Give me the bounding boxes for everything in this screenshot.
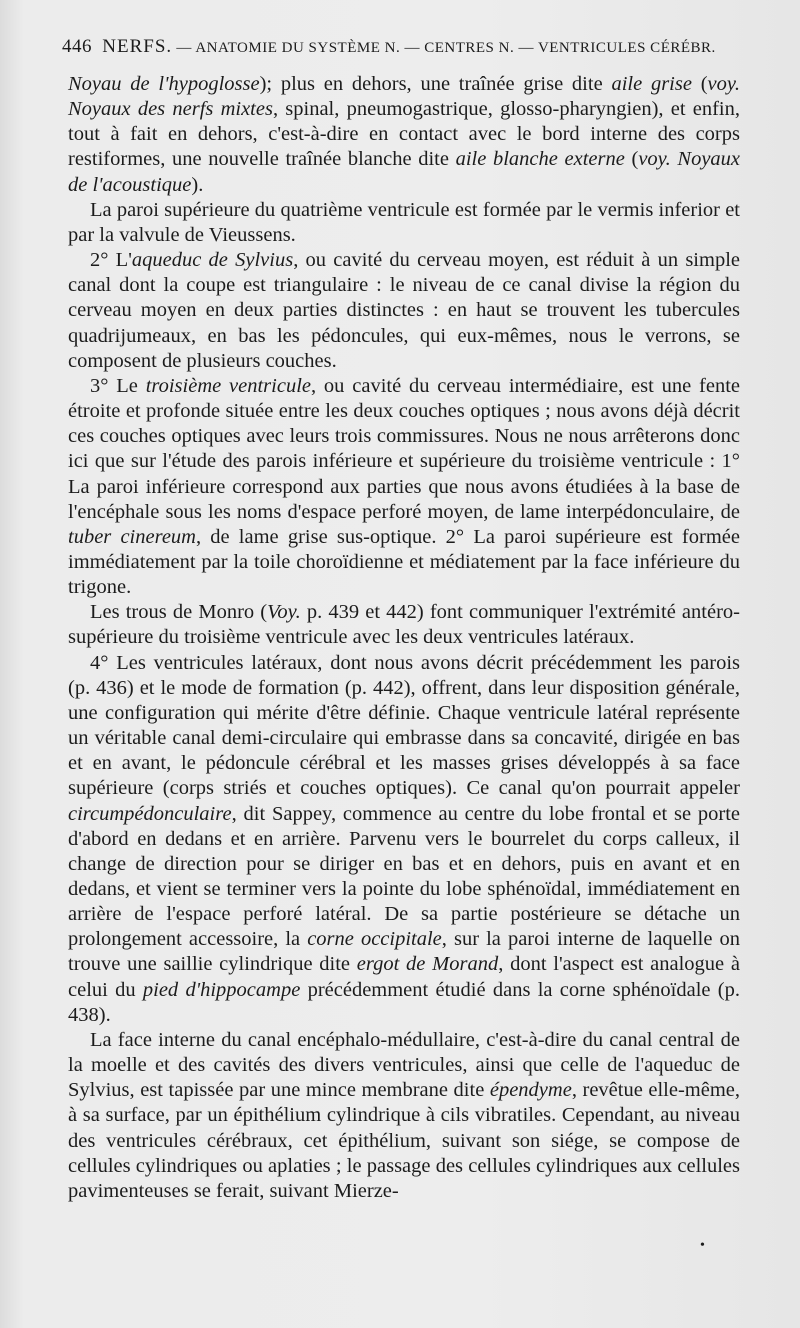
- paragraph-7: [68, 1028, 740, 1204]
- text-run: (: [624, 148, 639, 171]
- text-run: ).: [191, 173, 204, 196]
- paragraph-4: [68, 374, 740, 600]
- text-run: , ou cavité du cerveau moyen, est réduit à un simple canal dont la coupe est triangulaire : le niveau de ce canal divise la région du cerveau moyen en deux parties distinctes : en haut se trouvent les tubercules quadrijumeaux, en bas les pédoncules, qui eux-mêmes, nous le verrons, se composent de plusieurs couches.: [68, 249, 740, 372]
- italic-term: épendyme: [489, 1079, 572, 1102]
- text-run: 4° Les ventricules latéraux, dont nous avons décrit précédemment les parois (p. 436) et le mode de formation (p. 442), offrent, dans leur disposition générale, une configuration qui mérite d'être définie. Chaque ventricule latéral représente un véritable canal demi-circulaire qui embrasse dans sa concavité, dirigée en bas et en avant, le pédoncule cérébral et les masses grises développés à sa face supérieure (corps striés et couches optiques). Ce canal qu'on pourrait appeler: [68, 651, 740, 800]
- text-run: 2° L': [90, 249, 132, 272]
- italic-term: ergot de Morand: [356, 953, 499, 976]
- paragraph-2: La paroi supérieure du quatrième ventricule est formée par le vermis inferior et par la valvule de Vieussens.: [68, 198, 740, 246]
- italic-term: corne occipitale: [307, 928, 442, 951]
- text-run: , dit Sappey, commence au centre du lobe frontal et se porte d'abord en dedans et en arrière. Parvenu vers le bourrelet du corps calleux, il change de direction pour se diriger en bas et en dehors, puis en avant et en dedans, et vient se terminer vers la pointe du lobe sphénoïdal, immédiatement en arrière de l'espace perforé latéral. De sa partie postérieure se détache un prolongement accessoire, la: [68, 802, 740, 951]
- italic-term: Noyau de l'hypoglosse: [68, 73, 260, 95]
- text-run: , ou cavité du cerveau intermédiaire, est une fente étroite et profonde située entre les deux couches optiques ; nous avons déjà décrit ces couches optiques avec leurs trois commissures. Nous ne nous arrêterons donc ici que sur l'étude des parois inférieure et supérieure du troisième ventricule : 1° La paroi inférieure correspond aux parties que nous avons étudiées à la base de l'encéphale sous les noms d'espace perforé moyen, de lame interpédonculaire, de: [68, 374, 740, 523]
- italic-term: troisième ventricule: [145, 374, 311, 397]
- paragraph-1: [68, 72, 740, 198]
- italic-term: aile blanche externe: [455, 148, 625, 171]
- italic-term: aile grise: [611, 73, 692, 95]
- text-run: , spinal, pneumogastrique, glosso-pharyngien), et enfin, tout à fait en dehors, c'est-à-dire en contact avec le bord interne des corps restiformes, une nouvelle traînée blanche dite: [68, 98, 740, 171]
- page-number: 446: [62, 36, 92, 57]
- italic-term: tuber cinereum: [68, 525, 196, 548]
- italic-term: aqueduc de Sylvius: [131, 249, 294, 272]
- paragraph-5: [68, 600, 740, 650]
- text-run: , revêtue elle-même, à sa surface, par un épithélium cylindrique à cils vibratiles. Cependant, au niveau des ventricules cérébraux, cet épithélium, suivant son siége, se compose de cellules cylindriques ou aplaties ; le passage des cellules cylindriques aux cellules pavimenteuses se ferait, suivant Mierze-: [68, 1079, 740, 1202]
- text-run: , dont l'aspect est analogue à celui du: [68, 953, 740, 1001]
- text-run: 3° Le: [90, 374, 146, 397]
- section-title: NERFS.: [102, 36, 173, 57]
- body-text: [68, 72, 740, 1204]
- paragraph-3: [68, 248, 740, 374]
- running-header: [62, 36, 752, 58]
- paragraph-6: [68, 651, 740, 1028]
- text-run: ); plus en dehors, une traînée grise dite: [259, 73, 612, 95]
- italic-term: circumpédonculaire: [68, 802, 232, 825]
- italic-reference: voy. Noyaux de l'acoustique: [68, 148, 741, 196]
- italic-reference: voy. Noyaux des nerfs mixtes: [68, 73, 740, 121]
- running-title: — ANATOMIE DU SYSTÈME N. — CENTRES N. — VENTRICULES CÉRÉBR.: [176, 40, 716, 56]
- ink-speck: •: [700, 1238, 705, 1253]
- text-run: Les trous de Monro (: [90, 601, 268, 624]
- text-run: (: [691, 73, 708, 95]
- text-run: p. 439 et 442) font communiquer l'extrémité antéro-supérieure du troisième ventricule avec les deux ventricules latéraux.: [68, 601, 740, 649]
- italic-term: pied d'hippocampe: [142, 978, 301, 1001]
- text-run: La face interne du canal encéphalo-médullaire, c'est-à-dire du canal central de la moelle et des cavités des divers ventricules, ainsi que celle de l'aqueduc de Sylvius, est tapissée par une mince membrane dite: [68, 1028, 740, 1102]
- text-run: , sur la paroi interne de laquelle on trouve une saillie cylindrique dite: [68, 928, 740, 976]
- text-run: , de lame grise sus-optique. 2° La paroi supérieure est formée immédiatement par la toile choroïdienne et médiatement par la face inférieure du trigone.: [68, 525, 740, 599]
- text-run: précédemment étudié dans la corne sphénoïdale (p. 438).: [68, 978, 740, 1026]
- italic-reference: Voy.: [267, 601, 301, 624]
